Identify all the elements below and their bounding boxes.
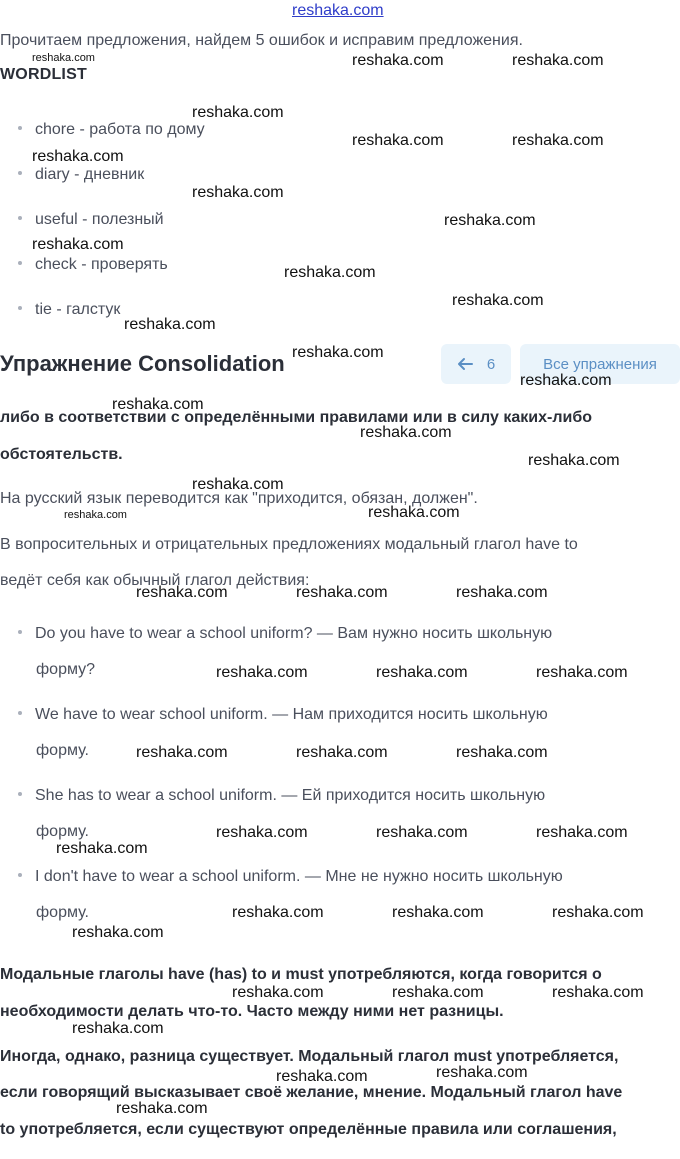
wordlist-item-text: check - проверять — [35, 256, 168, 273]
example-item — [18, 787, 545, 805]
example-text: I don't have to wear a school uniform. — Мне не нужно носить школьную — [35, 868, 563, 885]
wordlist-item — [18, 121, 205, 139]
bullet-icon — [18, 126, 22, 130]
watermark: reshaka.com — [536, 664, 628, 681]
watermark: reshaka.com — [56, 840, 148, 857]
bullet-icon — [18, 873, 22, 877]
watermark: reshaka.com — [32, 52, 95, 64]
prev-exercise-button[interactable] — [441, 344, 511, 384]
watermark: reshaka.com — [360, 424, 452, 441]
watermark: reshaka.com — [456, 584, 548, 601]
bullet-icon — [18, 216, 22, 220]
wordlist-item-text: diary - дневник — [35, 166, 145, 183]
watermark: reshaka.com — [136, 744, 228, 761]
intro-text: Прочитаем предложения, найдем 5 ошибок и исправим предложения. — [0, 32, 523, 49]
wordlist-item-text: chore - работа по дому — [35, 121, 205, 138]
watermark: reshaka.com — [276, 1068, 368, 1085]
watermark: reshaka.com — [192, 184, 284, 201]
watermark: reshaka.com — [116, 1100, 208, 1117]
wordlist-item — [18, 256, 168, 274]
bold-text-line: Модальные глаголы have (has) to и must употребляются, когда говорится о — [0, 966, 602, 983]
watermark: reshaka.com — [192, 476, 284, 493]
wordlist-item — [18, 301, 120, 319]
example-item — [18, 868, 563, 886]
watermark: reshaka.com — [284, 264, 376, 281]
watermark: reshaka.com — [528, 452, 620, 469]
watermark: reshaka.com — [32, 148, 124, 165]
example-text: Do you have to wear a school uniform? — Вам нужно носить школьную — [35, 625, 553, 642]
watermark: reshaka.com — [368, 504, 460, 521]
watermark: reshaka.com — [72, 924, 164, 941]
exercise-title: Упражнение Consolidation — [0, 351, 285, 376]
wordlist-item — [18, 166, 144, 184]
watermark: reshaka.com — [456, 744, 548, 761]
watermark: reshaka.com — [216, 824, 308, 841]
example-continuation: форму. — [36, 823, 89, 840]
watermark: reshaka.com — [536, 824, 628, 841]
watermark: reshaka.com — [192, 104, 284, 121]
watermark: reshaka.com — [512, 132, 604, 149]
watermark: reshaka.com — [216, 664, 308, 681]
watermark: reshaka.com — [296, 584, 388, 601]
bullet-icon — [18, 792, 22, 796]
bullet-icon — [18, 630, 22, 634]
watermark: reshaka.com — [232, 984, 324, 1001]
wordlist-item — [18, 211, 164, 229]
wordlist-title: WORDLIST — [0, 66, 87, 83]
paragraph-line: В вопросительных и отрицательных предложениях модальный глагол have to — [0, 536, 578, 553]
watermark: reshaka.com — [436, 1064, 528, 1081]
bold-text-line: либо в соответствии с определёнными правилами или в силу каких-либо — [0, 409, 592, 426]
example-text: We have to wear school uniform. — Нам приходится носить школьную — [35, 706, 548, 723]
watermark: reshaka.com — [296, 744, 388, 761]
watermark: reshaka.com — [136, 584, 228, 601]
bullet-icon — [18, 261, 22, 265]
bold-text-line: to употребляется, если существуют определённые правила или соглашения, — [0, 1121, 617, 1138]
wordlist-item-text: tie - галстук — [35, 301, 121, 318]
watermark: reshaka.com — [520, 372, 612, 389]
example-text: She has to wear a school uniform. — Ей приходится носить школьную — [35, 787, 546, 804]
site-link[interactable]: reshaka.com — [292, 2, 384, 19]
bold-text-line: если говорящий высказывает своё желание, мнение. Модальный глагол have — [0, 1084, 623, 1101]
paragraph-translation: На русский язык переводится как "приходится, обязан, должен". — [0, 490, 478, 507]
watermark: reshaka.com — [376, 664, 468, 681]
watermark: reshaka.com — [376, 824, 468, 841]
watermark: reshaka.com — [452, 292, 544, 309]
watermark: reshaka.com — [124, 316, 216, 333]
watermark: reshaka.com — [392, 984, 484, 1001]
example-continuation: форму. — [36, 742, 89, 759]
example-item — [18, 625, 552, 643]
watermark: reshaka.com — [552, 984, 644, 1001]
paragraph-line: ведёт себя как обычный глагол действия: — [0, 572, 310, 589]
bold-text-line: необходимости делать что-то. Часто между ними нет разницы. — [0, 1003, 504, 1020]
watermark: reshaka.com — [352, 132, 444, 149]
watermark: reshaka.com — [352, 52, 444, 69]
example-item — [18, 706, 548, 724]
watermark: reshaka.com — [512, 52, 604, 69]
watermark: reshaka.com — [112, 396, 204, 413]
watermark: reshaka.com — [64, 509, 127, 521]
watermark: reshaka.com — [232, 904, 324, 921]
watermark: reshaka.com — [552, 904, 644, 921]
watermark: reshaka.com — [392, 904, 484, 921]
bullet-icon — [18, 306, 22, 310]
arrow-left-icon — [457, 357, 473, 371]
bold-text-line: Иногда, однако, разница существует. Модальный глагол must употребляется, — [0, 1048, 619, 1065]
example-continuation: форму? — [36, 661, 96, 678]
bullet-icon — [18, 171, 22, 175]
example-continuation: форму. — [36, 904, 89, 921]
watermark: reshaka.com — [72, 1020, 164, 1037]
bold-text-line: обстоятельств. — [0, 446, 123, 463]
prev-exercise-number: 6 — [486, 355, 496, 373]
watermark: reshaka.com — [292, 344, 384, 361]
watermark: reshaka.com — [444, 212, 536, 229]
watermark: reshaka.com — [32, 236, 124, 253]
bullet-icon — [18, 711, 22, 715]
all-exercises-label: Все упражнения — [543, 355, 657, 373]
wordlist-item-text: useful - полезный — [35, 211, 164, 228]
